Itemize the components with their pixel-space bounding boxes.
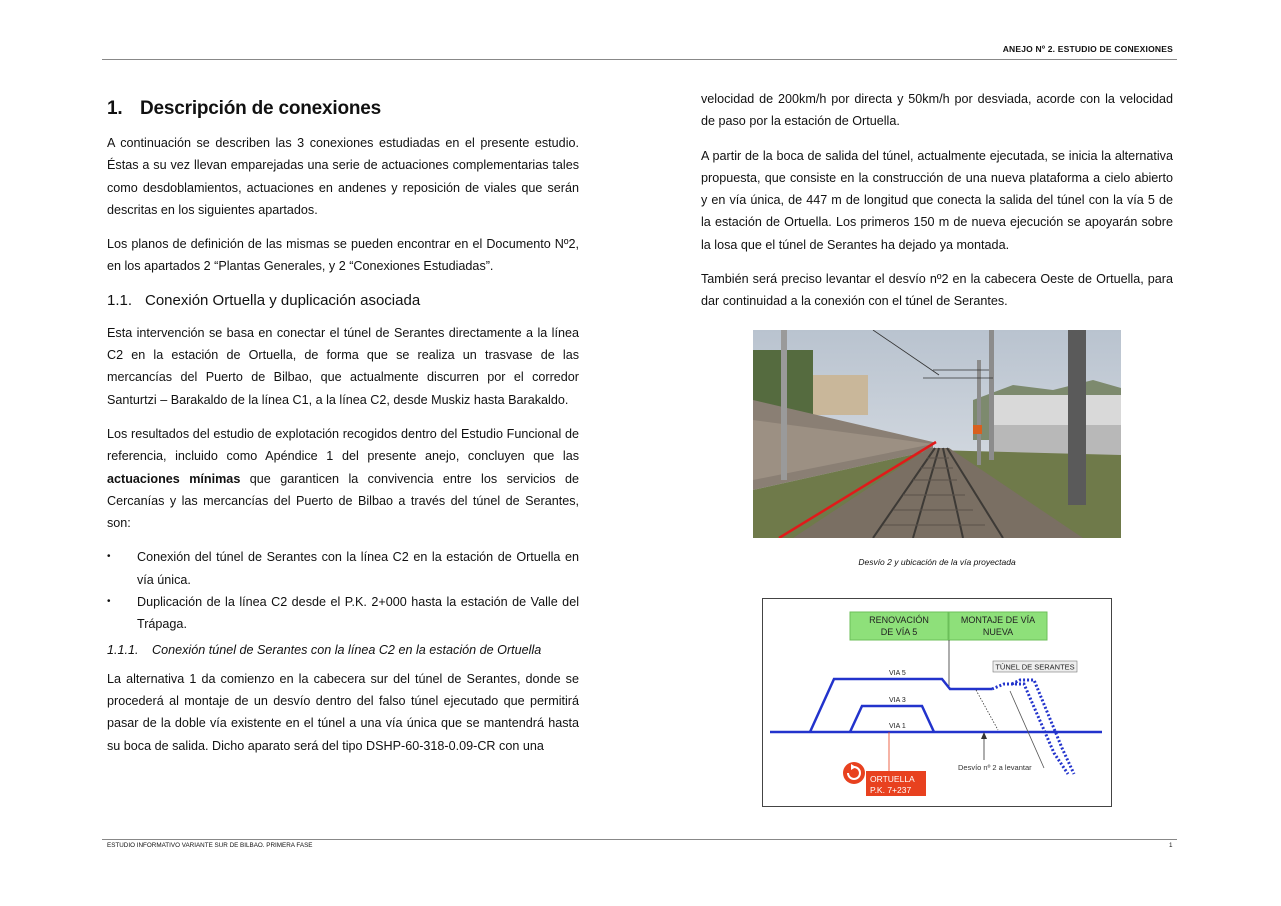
station-name: ORTUELLA bbox=[870, 774, 915, 784]
box2-line2: NUEVA bbox=[982, 627, 1014, 637]
section-number: 1. bbox=[107, 98, 123, 119]
photo-caption: Desvío 2 y ubicación de la vía proyectada bbox=[858, 557, 1016, 567]
station-icon bbox=[843, 762, 865, 784]
paragraph: Los planos de definición de las mismas se pueden encontrar en el Documento Nº2, en los apartados 2 “Plantas Generales, y 2 “Conexiones Estudiadas”. bbox=[107, 237, 579, 274]
paragraph: velocidad de 200km/h por directa y 50km/h por desviada, acorde con la velocidad de paso por la estación de Ortuella. bbox=[701, 92, 1173, 129]
bold-text: actuaciones mínimas bbox=[107, 471, 241, 486]
desvio-label: Desvío nº 2 a levantar bbox=[958, 763, 1032, 772]
paragraph: A continuación se describen las 3 conexiones estudiadas en el presente estudio. Éstas a su vez llevan emparejadas una serie de actuaciones complementarias tales como desdoblamientos, actuaciones en andenes y reposición de viales que serán descritas en los siguientes apartados. bbox=[107, 136, 579, 217]
bullet: • bbox=[107, 551, 111, 563]
bullet-list bbox=[107, 546, 579, 635]
paragraph bbox=[107, 423, 579, 534]
railway-photo bbox=[753, 330, 1121, 538]
paragraph-text: Los resultados del estudio de explotación recogidos dentro del Estudio Funcional de referencia, incluido como Apéndice 1 del presente anejo, concluyen que las bbox=[107, 426, 579, 464]
subsection-number: 1.1. bbox=[107, 291, 133, 309]
box2-line1: MONTAJE DE VÍA bbox=[960, 615, 1036, 625]
subsubsection-number: 1.1.1. bbox=[107, 642, 139, 657]
list-item-text: Duplicación de la línea C2 desde el P.K. 2+000 hasta la estación de Valle del Trápaga. bbox=[137, 595, 579, 632]
section-heading bbox=[107, 96, 579, 122]
right-column bbox=[701, 88, 1173, 325]
paragraph: A partir de la boca de salida del túnel, actualmente ejecutada, se inicia la alternativa propuesta, que consiste en la construcción de una nueva plataforma a cielo abierto y en vía única, de 447 m de longitud que conecta la salida del túnel con la vía 5 de la estación de Ortuella. Los primeros 150 m de nueva ejecución se apoyarán sobre la losa que el túnel de Serantes ha dejado ya montada. bbox=[701, 148, 1173, 252]
page-header: ANEJO Nº 2. ESTUDIO DE CONEXIONES bbox=[1002, 44, 1173, 54]
section-title: Descripción de conexiones bbox=[140, 98, 382, 119]
paragraph: Esta intervención se basa en conectar el túnel de Serantes directamente a la línea C2 en la estación de Ortuella, de forma que se realiza un trasvase de las mercancías del Puerto de Bilbao, que actualmente discurren por el corredor Santurtzi – Barakaldo de la línea C1, a la línea C2, desde Muskiz hasta Barakaldo. bbox=[107, 325, 579, 407]
via1-label: VIA 1 bbox=[889, 723, 906, 730]
subsubsection-heading bbox=[107, 640, 579, 660]
list-item-text: Conexión del túnel de Serantes con la línea C2 en la estación de Ortuella en vía única. bbox=[137, 550, 579, 587]
footer-text: ESTUDIO INFORMATIVO VARIANTE SUR DE BILBAO. PRIMERA FASE bbox=[107, 842, 313, 849]
subsubsection-title: Conexión túnel de Serantes con la línea C2 en la estación de Ortuella bbox=[152, 642, 542, 657]
tunnel-label: TÚNEL DE SERANTES bbox=[995, 662, 1075, 672]
list-item bbox=[107, 591, 579, 636]
via3-label: VIA 3 bbox=[889, 697, 906, 704]
paragraph: También será preciso levantar el desvío nº2 en la cabecera Oeste de Ortuella, para dar continuidad a la conexión con el túnel de Serantes. bbox=[701, 272, 1173, 309]
page-number: 1 bbox=[1169, 842, 1173, 849]
station-pk: P.K. 7+237 bbox=[870, 785, 912, 795]
track-diagram bbox=[762, 598, 1112, 807]
paragraph: La alternativa 1 da comienzo en la cabecera sur del túnel de Serantes, donde se procederá al montaje de un desvío dentro del falso túnel ejecutado que permitirá pasar de la doble vía existente en el túnel a una vía única que se mantendrá hasta su boca de salida. Dicho aparato será del tipo DSHP-60-318-0.09-CR con una bbox=[107, 671, 579, 753]
footer-rule bbox=[102, 839, 1177, 840]
via5-label: VIA 5 bbox=[889, 670, 906, 677]
box1-line2: DE VÍA 5 bbox=[880, 627, 918, 637]
bullet: • bbox=[107, 596, 111, 608]
subsection-title: Conexión Ortuella y duplicación asociada bbox=[145, 291, 421, 309]
header-rule bbox=[102, 59, 1177, 60]
box1-line1: RENOVACIÓN bbox=[869, 615, 929, 625]
paragraph-text: que garanticen la convivencia entre los servicios de Cercanías y las mercancías del Puerto de Bilbao a través del túnel de Serantes, son: bbox=[107, 471, 579, 531]
subsection-heading bbox=[107, 290, 579, 312]
list-item bbox=[107, 546, 579, 591]
left-column bbox=[107, 96, 579, 769]
